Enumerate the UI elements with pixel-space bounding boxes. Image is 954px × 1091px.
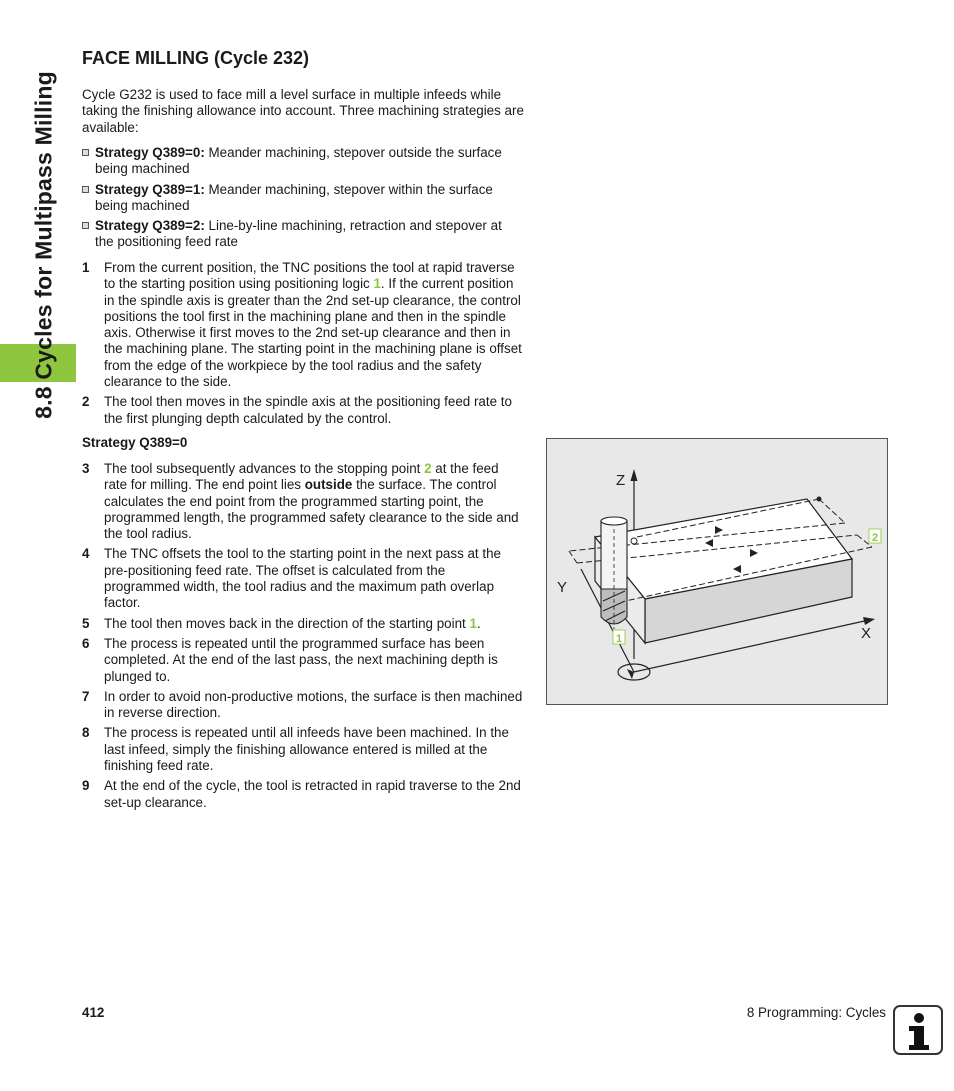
- step-item: [82, 636, 524, 685]
- step-text: the surface. The control calculates the end point from the programmed starting point, the programmed length, the programmed safety clearance to the side and the tool radius.: [104, 477, 519, 542]
- page-number: 412: [82, 1005, 105, 1020]
- strategy-label: Strategy Q389=2:: [95, 218, 205, 234]
- axis-y-label: Y: [557, 579, 568, 596]
- step-item: [82, 689, 524, 722]
- axis-x-label: X: [861, 625, 872, 642]
- strategy-text: Meander machining, stepover outside the surface being machined: [95, 145, 502, 177]
- step-item: [82, 461, 524, 542]
- step-number: 9: [82, 778, 90, 794]
- step-item: [82, 546, 524, 611]
- list-item: [82, 182, 524, 215]
- step-number: 1: [82, 260, 90, 275]
- z-axis-arrow-icon: [631, 469, 638, 481]
- step-item: [82, 616, 524, 632]
- steps-list-initial: [82, 260, 524, 431]
- step-item: [82, 394, 524, 427]
- step-text: From the current position, the TNC positions the tool at rapid traverse to the starting position using positioning logic: [104, 260, 515, 292]
- step-number: 8: [82, 725, 90, 741]
- steps-list-strategy: [82, 461, 524, 815]
- x-axis-arrow-icon: [863, 617, 875, 625]
- step-text: In order to avoid non-productive motions, the surface is then machined in reverse direction.: [104, 688, 523, 721]
- start-point-circle: [631, 538, 637, 544]
- step-number: 4: [82, 546, 90, 562]
- step-text: The tool then moves back in the direction of the starting point: [104, 615, 470, 631]
- step-item: [82, 725, 524, 774]
- marker-2-label: 2: [872, 532, 879, 544]
- step-text: At the end of the cycle, the tool is retracted in rapid traverse to the 2nd set-up clearance.: [104, 778, 521, 810]
- info-icon: [893, 1005, 943, 1055]
- step-item: [82, 778, 524, 811]
- position-marker-ref: 1: [469, 615, 477, 631]
- position-marker-ref: 2: [424, 461, 432, 476]
- footer-chapter: 8 Programming: Cycles: [746, 1005, 886, 1020]
- milling-tool: [601, 517, 627, 629]
- step-text: The process is repeated until the programmed surface has been completed. At the end of the last pass, the next machining depth is plunged to.: [104, 635, 498, 684]
- strategy-list: [82, 145, 524, 255]
- bullet-square-icon: [82, 186, 89, 193]
- strategy-text: Line-by-line machining, retraction and stepover at the positioning feed rate: [95, 218, 502, 250]
- step-text: .: [476, 615, 481, 631]
- bullet-square-icon: [82, 222, 89, 229]
- strategy-label: Strategy Q389=1:: [95, 181, 205, 197]
- path-end-dot: [817, 497, 822, 502]
- step-text: . If the current position in the spindle axis is greater than the 2nd set-up clearance, the control positions the tool first in the machining plane and then in the spindle axis. Otherwise it first moves to the 2nd set-up clearance and then in the machining plane. The starting point in the machining plane is offset from the edge of the workpiece by the tool radius and the safety clearance to the side.: [104, 276, 522, 390]
- intro-paragraph: Cycle G232 is used to face mill a level surface in multiple infeeds while taking the finishing allowance into account. Three machining strategies are available:: [82, 87, 524, 135]
- info-glyph: [895, 1007, 941, 1053]
- step-text: The TNC offsets the tool to the starting point in the next pass at the pre-positioning feed rate. The offset is calculated from the programmed width, the tool radius and the maximum path overlap factor.: [104, 546, 501, 611]
- list-item: [82, 145, 524, 178]
- step-number: 5: [82, 615, 90, 631]
- step-number: 3: [82, 461, 90, 476]
- face-milling-figure: [546, 438, 888, 705]
- step-number: 7: [82, 688, 90, 704]
- emphasis-text: outside: [304, 477, 353, 493]
- axis-z-label: Z: [616, 472, 626, 489]
- position-marker-ref: 1: [373, 276, 381, 292]
- strategy-subheading: Strategy Q389=0: [82, 435, 188, 450]
- step-number: 6: [82, 635, 90, 651]
- side-chapter-title: 8.8 Cycles for Multipass Milling: [30, 71, 57, 419]
- step-item: [82, 260, 524, 390]
- step-number: 2: [82, 394, 90, 410]
- face-milling-diagram: [547, 439, 887, 704]
- section-title: FACE MILLING (Cycle 232): [82, 48, 310, 68]
- strategy-text: Meander machining, stepover within the surface being machined: [95, 181, 493, 213]
- marker-1-label: 1: [616, 633, 623, 645]
- strategy-label: Strategy Q389=0:: [95, 145, 205, 160]
- step-text: at the feed rate for milling. The end point lies: [104, 461, 499, 493]
- bullet-square-icon: [82, 149, 89, 156]
- step-text: The tool subsequently advances to the stopping point: [104, 461, 425, 476]
- list-item: [82, 218, 524, 251]
- step-text: The tool then moves in the spindle axis at the positioning feed rate to the first plunging depth calculated by the control.: [104, 394, 512, 426]
- step-text: The process is repeated until all infeeds have been machined. In the last infeed, simply the finishing allowance entered is milled at the finishing feed rate.: [104, 725, 509, 774]
